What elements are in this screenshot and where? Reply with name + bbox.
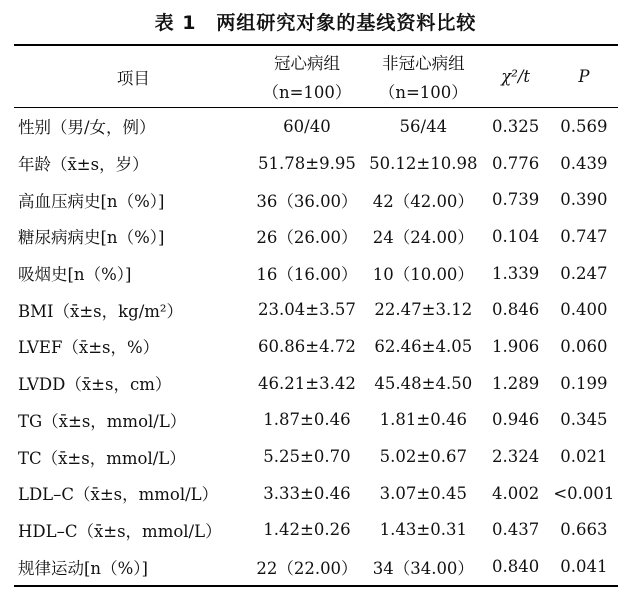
row-item: 吸烟史[n（%）]: [18, 265, 132, 285]
row-p: 0.041: [550, 548, 618, 586]
table-row: [14, 438, 618, 475]
row-group1: 1.42±0.26: [263, 520, 351, 540]
row-group1: 1.87±0.46: [263, 410, 351, 430]
row-group1: 36（36.00）: [256, 191, 358, 211]
row-item: 糖尿病病史[n（%）]: [18, 228, 165, 248]
row-group1: 3.33±0.46: [263, 483, 351, 503]
header-item: 项目: [14, 45, 249, 108]
row-group1: 23.04±3.57: [258, 300, 356, 320]
row-group1: 51.78±9.95: [258, 153, 356, 173]
row-group2: 50.12±10.98: [369, 153, 478, 173]
row-item: 性别（男/女，例）: [18, 118, 156, 138]
row-stat: 0.739: [492, 190, 540, 210]
row-stat: 0.946: [492, 410, 540, 430]
row-item: 规律运动[n（%）]: [14, 548, 249, 586]
row-group2: 3.07±0.45: [379, 483, 467, 503]
row-stat: 1.289: [492, 373, 540, 393]
header-stat: χ²/t: [482, 45, 550, 108]
table-row: [14, 291, 618, 328]
row-group2: 24（24.00）: [372, 228, 474, 248]
row-stat: 0.846: [492, 300, 540, 320]
header-p: P: [550, 45, 618, 108]
row-group1: 16（16.00）: [256, 265, 358, 285]
row-p: 0.060: [560, 336, 608, 356]
row-item: LVDD（x̄±s，cm）: [18, 375, 172, 395]
row-p: 0.390: [560, 190, 608, 210]
table-row: [14, 108, 618, 145]
row-stat: 4.002: [492, 483, 540, 503]
row-group2: 56/44: [399, 116, 448, 136]
row-stat: 0.776: [492, 153, 540, 173]
row-group2: 1.81±0.46: [379, 410, 467, 430]
table-row: [14, 218, 618, 255]
row-p: <0.001: [553, 483, 615, 503]
row-stat: 2.324: [492, 447, 540, 467]
table-row: [14, 181, 618, 218]
row-group2: 5.02±0.67: [379, 447, 467, 467]
row-group1: 46.21±3.42: [258, 373, 356, 393]
row-group1: 22（22.00）: [249, 548, 365, 586]
table-row: [14, 255, 618, 292]
row-stat: 0.104: [492, 226, 540, 246]
row-group2: 1.43±0.31: [379, 520, 467, 540]
table-row: [14, 402, 618, 439]
table-body: [14, 108, 618, 586]
row-item: HDL–C（x̄±s，mmol/L）: [18, 521, 222, 541]
row-group2: 22.47±3.12: [374, 300, 473, 320]
row-item: TC（x̄±s，mmol/L）: [18, 448, 186, 468]
row-group1: 60/40: [283, 116, 331, 136]
row-group2: 34（34.00）: [365, 548, 481, 586]
header-group2-name: 非冠心病组: [365, 45, 481, 74]
row-p: 0.747: [560, 226, 608, 246]
table-row: [14, 328, 618, 365]
row-stat: 0.325: [492, 116, 540, 136]
row-p: 0.199: [560, 373, 608, 393]
header-group1-n: （n=100）: [249, 74, 365, 108]
row-p: 0.569: [560, 116, 608, 136]
row-p: 0.400: [560, 300, 608, 320]
table-row: [14, 475, 618, 512]
row-item: LDL–C（x̄±s，mmol/L）: [18, 485, 219, 505]
row-item: BMI（x̄±s，kg/m²）: [18, 301, 184, 321]
row-stat: 0.840: [482, 548, 550, 586]
row-item: 年龄（x̄±s，岁）: [18, 155, 149, 175]
row-group2: 10（10.00）: [372, 265, 474, 285]
row-group1: 60.86±4.72: [258, 336, 356, 356]
row-group2: 42（42.00）: [372, 191, 474, 211]
header-row-1: [14, 45, 618, 74]
row-p: 0.439: [560, 153, 608, 173]
table-row: [14, 512, 618, 549]
row-p: 0.021: [560, 447, 608, 467]
header-group2-n: （n=100）: [365, 74, 481, 108]
row-p: 0.663: [560, 520, 608, 540]
row-p: 0.247: [560, 263, 608, 283]
table-title: 表 1 两组研究对象的基线资料比较: [154, 12, 477, 34]
row-item: 高血压病史[n（%）]: [18, 191, 165, 211]
table-row: [14, 548, 618, 586]
row-stat: 1.906: [492, 336, 540, 356]
baseline-comparison-table: [14, 44, 618, 587]
row-p: 0.345: [560, 410, 608, 430]
row-group1: 26（26.00）: [256, 228, 358, 248]
row-stat: 0.437: [492, 520, 540, 540]
row-group2: 62.46±4.05: [374, 336, 473, 356]
row-stat: 1.339: [492, 263, 540, 283]
row-item: LVEF（x̄±s，%）: [18, 338, 160, 358]
header-group1-name: 冠心病组: [249, 45, 365, 74]
table-row: [14, 145, 618, 182]
row-group2: 45.48±4.50: [374, 373, 473, 393]
row-item: TG（x̄±s，mmol/L）: [18, 411, 187, 431]
table-row: [14, 365, 618, 402]
row-group1: 5.25±0.70: [263, 447, 351, 467]
